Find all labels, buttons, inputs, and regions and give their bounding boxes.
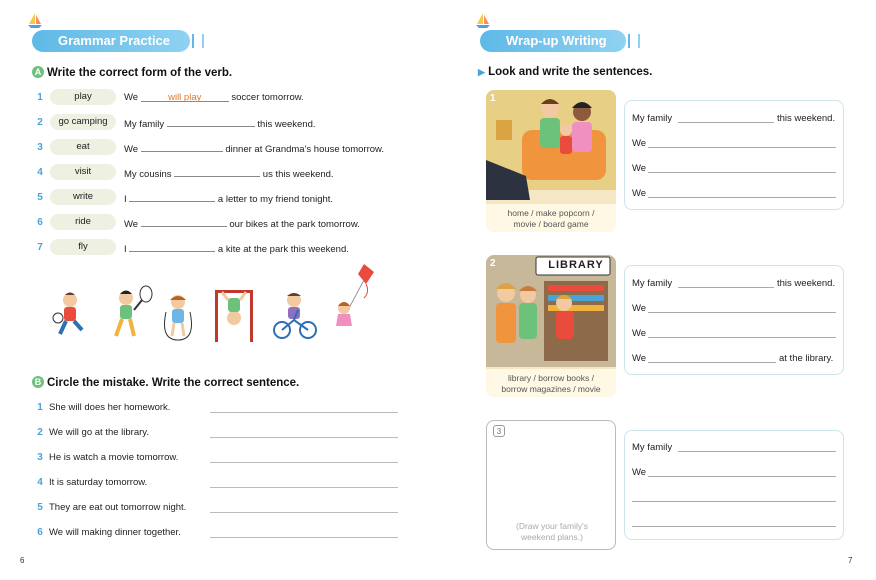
mistake-sentence[interactable]: It is saturday tomorrow. — [49, 477, 148, 488]
write-line[interactable] — [648, 172, 836, 173]
mistake-sentence[interactable]: We will making dinner together. — [49, 527, 181, 538]
item-number: 5 — [37, 192, 43, 203]
line-start: We — [632, 163, 647, 174]
banner-stripes — [192, 34, 204, 48]
line-start: My family — [632, 278, 673, 289]
right-section-title: ▶ Look and write the sentences. — [478, 66, 653, 78]
answer-blank[interactable] — [174, 167, 260, 177]
answer-line[interactable] — [210, 537, 398, 538]
line-end: at the library. — [779, 353, 834, 364]
soccer-kid-illustration — [50, 290, 94, 340]
line-end: this weekend. — [777, 278, 836, 289]
verb-pill: write — [50, 189, 116, 205]
write-line[interactable] — [648, 476, 836, 477]
write-line[interactable] — [648, 147, 836, 148]
page-number-right: 7 — [848, 556, 853, 565]
picture-caption: home / make popcorn / movie / board game — [507, 208, 595, 229]
sailboat-icon — [474, 12, 492, 30]
answer-blank[interactable] — [129, 192, 215, 202]
verb-pill: eat — [50, 139, 116, 155]
family-home-picture — [486, 90, 616, 232]
item-number: 6 — [37, 527, 43, 538]
answer-line[interactable] — [210, 437, 398, 438]
line-start: We — [632, 303, 647, 314]
write-line[interactable] — [632, 526, 836, 527]
answer-line[interactable] — [210, 412, 398, 413]
verb-pill: play — [50, 89, 116, 105]
picture-number: 3 — [493, 425, 505, 437]
section-a-badge: A — [32, 66, 44, 78]
sentence: We will play soccer tomorrow. — [124, 92, 304, 103]
answer-line[interactable] — [210, 512, 398, 513]
section-a-title: A Write the correct form of the verb. — [32, 66, 232, 79]
banner-title: Wrap-up Writing — [506, 33, 607, 48]
mistake-sentence[interactable]: They are eat out tomorrow night. — [49, 502, 187, 513]
bicycle-kid-illustration — [272, 290, 318, 340]
item-number: 5 — [37, 502, 43, 513]
mistake-sentence[interactable]: He is watch a movie tomorrow. — [49, 452, 179, 463]
banner-stripes — [628, 34, 640, 48]
write-line[interactable] — [678, 287, 774, 288]
sailboat-icon — [26, 12, 44, 30]
item-number: 1 — [37, 402, 43, 413]
item-number: 3 — [37, 142, 43, 153]
monkey-bars-kid-illustration — [212, 288, 256, 342]
write-line[interactable] — [678, 451, 836, 452]
line-start: We — [632, 138, 647, 149]
sentence: My family this weekend. — [124, 119, 316, 130]
library-sign: LIBRARY — [548, 259, 604, 271]
picture-number: 1 — [490, 93, 496, 104]
jump-rope-kid-illustration — [160, 292, 196, 342]
item-number: 2 — [37, 117, 43, 128]
line-start: We — [632, 353, 647, 364]
answer-blank[interactable] — [129, 242, 215, 252]
line-start: We — [632, 467, 647, 478]
verb-pill: visit — [50, 164, 116, 180]
badminton-kid-illustration — [108, 284, 156, 340]
write-line[interactable] — [632, 501, 836, 502]
item-number: 4 — [37, 477, 43, 488]
mistake-sentence[interactable]: We will go at the library. — [49, 427, 149, 438]
picture-caption: library / borrow books / borrow magazines / movie — [501, 373, 601, 394]
section-b-title: B Circle the mistake. Write the correct sentence. — [32, 376, 299, 389]
answer-blank[interactable] — [141, 142, 223, 152]
verb-pill: fly — [50, 239, 116, 255]
line-start: We — [632, 188, 647, 199]
answer-line[interactable] — [210, 487, 398, 488]
write-line[interactable] — [648, 337, 836, 338]
line-end: this weekend. — [777, 113, 836, 124]
sentence: We dinner at Grandma's house tomorrow. — [124, 144, 385, 155]
draw-box[interactable] — [486, 420, 616, 550]
write-line[interactable] — [648, 362, 776, 363]
verb-pill: ride — [50, 214, 116, 230]
grammar-practice-banner — [32, 30, 190, 52]
write-line[interactable] — [648, 312, 836, 313]
sentence: We our bikes at the park tomorrow. — [124, 219, 360, 230]
item-number: 1 — [37, 92, 43, 103]
banner-title: Grammar Practice — [58, 33, 171, 48]
sentence: My cousins us this weekend. — [124, 169, 334, 180]
item-number: 6 — [37, 217, 43, 228]
kite-kid-illustration — [330, 262, 384, 332]
play-arrow-icon: ▶ — [478, 67, 485, 77]
draw-instructions: (Draw your family's weekend plans.) — [516, 521, 588, 542]
mistake-sentence[interactable]: She will does her homework. — [49, 402, 171, 413]
line-start: We — [632, 328, 647, 339]
verb-pill: go camping — [50, 114, 116, 130]
page-number-left: 6 — [20, 556, 25, 565]
answer-line[interactable] — [210, 462, 398, 463]
line-start: My family — [632, 113, 673, 124]
picture-number: 2 — [490, 258, 496, 269]
answer-blank[interactable] — [167, 117, 255, 127]
answer-blank[interactable] — [141, 217, 227, 227]
sentence: I a kite at the park this weekend. — [124, 244, 349, 255]
item-number: 4 — [37, 167, 43, 178]
answer-blank[interactable]: will play — [141, 92, 229, 102]
section-b-badge: B — [32, 376, 44, 388]
write-line[interactable] — [678, 122, 774, 123]
item-number: 7 — [37, 242, 43, 253]
sentence: I a letter to my friend tonight. — [124, 194, 334, 205]
line-start: My family — [632, 442, 673, 453]
write-line[interactable] — [648, 197, 836, 198]
wrap-up-writing-banner — [480, 30, 626, 52]
item-number: 3 — [37, 452, 43, 463]
item-number: 2 — [37, 427, 43, 438]
library-picture — [486, 255, 616, 397]
